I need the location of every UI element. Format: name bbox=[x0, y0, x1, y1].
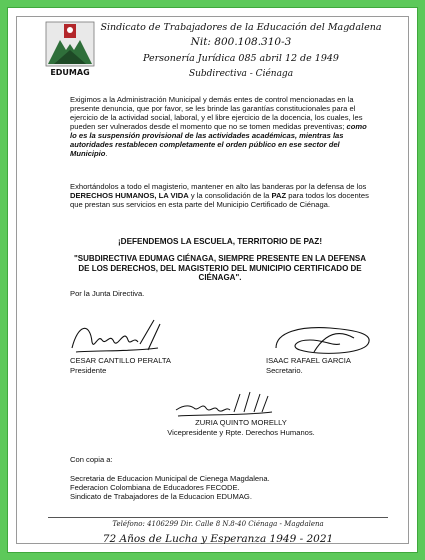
footer-divider bbox=[48, 517, 388, 518]
edumag-logo bbox=[44, 20, 96, 78]
paragraph-demand-emphasis: como lo es la suspensión provisional de las actividades académicas, mientras las autoridades restablecen completamente el orden público en ese sector del Municipio bbox=[70, 122, 367, 158]
copy-recipients bbox=[70, 474, 370, 501]
signature-zuria bbox=[168, 388, 278, 420]
paragraph-exhort-paz: PAZ bbox=[271, 191, 287, 200]
copy-label: Con copia a: bbox=[70, 455, 113, 464]
paragraph-exhort-e: para todos los docentes que prestan sus servicios en esta parte del Municipio Certificado de Ciénaga. bbox=[70, 191, 369, 209]
paragraph-demand-text: Exigimos a la Administración Municipal y demás entes de control mencionadas en la presente denuncia, que por favor, se les brinde las garantías constitucionales para el ejercicio de la actividad social, laboral, y el libre ejercicio de la docencia, los cuales, les pueden ser vulnerados desde el momento que no se tomen medidas preventivas; bbox=[70, 95, 363, 131]
signature-block-secretary bbox=[266, 356, 351, 375]
paragraph-demand bbox=[70, 95, 370, 158]
union-name: Sindicato de Trabajadores de la Educación del Magdalena bbox=[100, 22, 382, 33]
signature-isaac bbox=[270, 320, 380, 360]
footer-contact: Teléfono: 4106299 Dir. Calle 8 N.8-40 Ciénaga - Magdalena bbox=[112, 520, 324, 528]
paragraph-exhort-c: y la consolidación de la bbox=[190, 191, 270, 200]
logo-text: EDUMAG bbox=[50, 68, 90, 77]
slogan-shout: ¡DEFENDEMOS LA ESCUELA, TERRITORIO DE PAZ! bbox=[117, 237, 323, 246]
signature-block-president bbox=[70, 356, 171, 375]
president-name: CESAR CANTILLO PERALTA bbox=[70, 356, 171, 365]
paragraph-demand-period: . bbox=[105, 149, 108, 158]
paragraph-exhort bbox=[70, 182, 370, 209]
signature-block-vicepresident bbox=[156, 418, 326, 437]
vicepresident-name: ZURIA QUINTO MORELLY bbox=[195, 418, 287, 427]
secretary-name: ISAAC RAFAEL GARCIA bbox=[266, 356, 351, 365]
vicepresident-role: Vicepresidente y Rpte. Derechos Humanos. bbox=[167, 427, 315, 437]
legal-status: Personería Jurídica 085 abril 12 de 1949 bbox=[143, 53, 339, 64]
junta-line: Por la Junta Directiva. bbox=[70, 289, 145, 298]
subdirectiva: Subdirectiva - Ciénaga bbox=[188, 69, 294, 79]
secretary-role: Secretario. bbox=[266, 365, 303, 375]
footer-slogan: 72 Años de Lucha y Esperanza 1949 - 2021 bbox=[102, 533, 334, 545]
copy-recipient: Sindicato de Trabajadores de la Educacion EDUMAG. bbox=[70, 492, 252, 501]
paragraph-exhort-a: Exhortándolos a todo el magisterio, mantener en alto las banderas por la defensa de los bbox=[70, 182, 367, 191]
union-nit: Nit: 800.108.310-3 bbox=[190, 36, 292, 48]
copy-recipient: Federacion Colombiana de Educadores FECODE. bbox=[70, 483, 240, 492]
motto: "SUBDIRECTIVA EDUMAG CIÉNAGA, SIEMPRE PRESENTE EN LA DEFENSA DE LOS DERECHOS, DEL MAGISTERIO DEL MUNICIPIO CERTIFICADO DE CIÉNAGA". bbox=[74, 254, 366, 282]
signature-cesar bbox=[68, 314, 168, 358]
copy-recipient: Secretaria de Educacion Municipal de Cienega Magdalena. bbox=[70, 474, 270, 483]
letter-page bbox=[7, 7, 418, 553]
president-role: Presidente bbox=[70, 365, 107, 375]
paragraph-exhort-rights: DERECHOS HUMANOS, LA VIDA bbox=[70, 191, 189, 200]
